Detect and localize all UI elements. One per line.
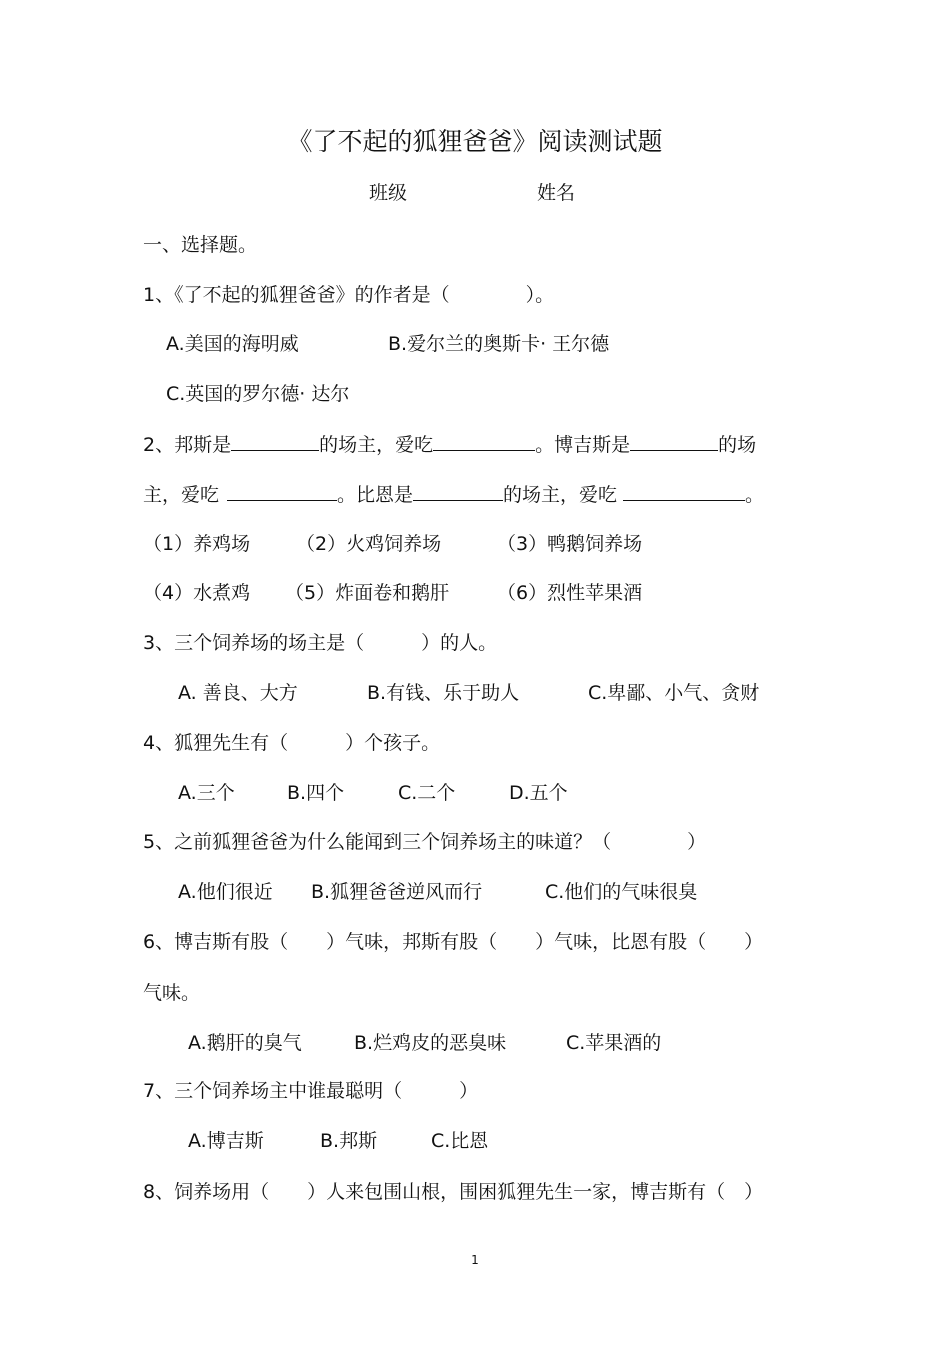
q2-text: 的场主，爱吃: [503, 484, 618, 506]
answer-blank[interactable]: [623, 481, 745, 501]
q4-option-d: D.五个: [509, 782, 568, 804]
q3-option-b: B.有钱、乐于助人: [367, 682, 520, 704]
question-5: 5、之前狐狸爸爸为什么能闻到三个饲养场主的味道？（ ）: [143, 831, 707, 853]
answer-blank[interactable]: [413, 481, 503, 501]
answer-blank[interactable]: [227, 481, 337, 501]
q2-option-1: （1）养鸡场: [143, 533, 251, 555]
q2-text: 的场: [718, 434, 757, 456]
q2-text: 主，爱吃: [143, 484, 220, 506]
class-label: 班级: [369, 182, 408, 204]
q2-text: 。比恩是: [337, 484, 414, 506]
q3-option-a: A. 善良、大方: [178, 682, 298, 704]
q2-option-5: （5）炸面卷和鹅肝: [285, 582, 450, 604]
q4-option-c: C.二个: [398, 782, 456, 804]
answer-blank[interactable]: [630, 431, 718, 451]
q5-option-b: B.狐狸爸爸逆风而行: [311, 881, 483, 903]
section-heading: 一、选择题。: [143, 234, 258, 256]
q6-option-c: C.苹果酒的: [566, 1032, 662, 1054]
question-7: 7、三个饲养场主中谁最聪明（ ）: [143, 1080, 479, 1102]
q2-option-6: （6）烈性苹果酒: [497, 582, 643, 604]
question-4: 4、狐狸先生有（ ）个孩子。: [143, 732, 441, 754]
question-2-line-2: [143, 481, 764, 508]
q2-option-3: （3）鸭鹅饲养场: [497, 533, 643, 555]
page-number: 1: [471, 1253, 479, 1267]
q7-option-a: A.博吉斯: [188, 1130, 264, 1152]
answer-blank[interactable]: [433, 431, 535, 451]
q6-option-a: A.鹅肝的臭气: [188, 1032, 302, 1054]
question-6-line-2: 气味。: [143, 982, 201, 1004]
q2-option-2: （2）火鸡饲养场: [296, 533, 442, 555]
q5-option-c: C.他们的气味很臭: [545, 881, 698, 903]
question-2-line-1: [143, 431, 756, 458]
q2-text: 。: [745, 484, 765, 506]
question-6-line-1: 6、博吉斯有股（ ）气味，邦斯有股（ ）气味，比恩有股（ ）: [143, 931, 764, 953]
q7-option-b: B.邦斯: [320, 1130, 378, 1152]
q2-option-4: （4）水煮鸡: [143, 582, 251, 604]
q5-option-a: A.他们很近: [178, 881, 273, 903]
q2-text: 的场主，爱吃: [319, 434, 434, 456]
q2-text: 2、邦斯是: [143, 434, 232, 456]
question-1: 1、《了不起的狐狸爸爸》的作者是（ ）。: [143, 284, 555, 306]
q6-option-b: B.烂鸡皮的恶臭味: [354, 1032, 507, 1054]
q1-option-a: A.美国的海明威: [166, 333, 299, 355]
question-3: 3、三个饲养场的场主是（ ）的人。: [143, 632, 498, 654]
page-title: 《了不起的狐狸爸爸》阅读测试题: [287, 127, 663, 156]
answer-blank[interactable]: [231, 431, 319, 451]
q1-option-b: B.爱尔兰的奥斯卡· 王尔德: [388, 333, 610, 355]
name-label: 姓名: [537, 182, 576, 204]
question-8: 8、饲养场用（ ）人来包围山根，围困狐狸先生一家，博吉斯有（ ）: [143, 1181, 764, 1203]
q4-option-a: A.三个: [178, 782, 235, 804]
q1-option-c: C.英国的罗尔德· 达尔: [166, 383, 350, 405]
q4-option-b: B.四个: [287, 782, 345, 804]
q7-option-c: C.比恩: [431, 1130, 489, 1152]
q3-option-c: C.卑鄙、小气、贪财: [588, 682, 760, 704]
q2-text: 。博吉斯是: [535, 434, 631, 456]
